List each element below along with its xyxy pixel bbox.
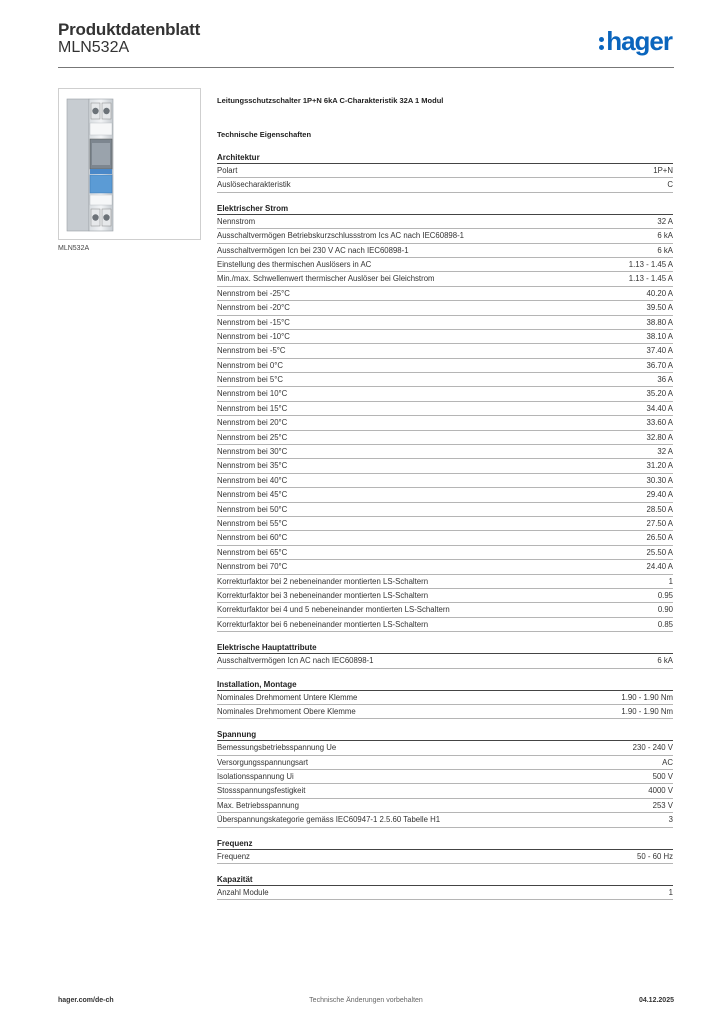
spec-value: 0.85 xyxy=(657,619,673,629)
technical-properties-heading: Technische Eigenschaften xyxy=(217,130,312,139)
spec-value: 32.80 A xyxy=(646,432,673,442)
spec-label: Korrekturfaktor bei 6 nebeneinander montierten LS-Schaltern xyxy=(217,619,429,629)
spec-section xyxy=(217,729,673,827)
spec-label: Ausschaltvermögen Icn bei 230 V AC nach IEC60898-1 xyxy=(217,245,409,255)
spec-value: 36.70 A xyxy=(646,360,673,370)
section-title: Elektrischer Strom xyxy=(217,203,673,215)
spec-row xyxy=(217,316,673,330)
spec-sections xyxy=(217,152,673,900)
spec-section xyxy=(217,203,673,632)
spec-row xyxy=(217,589,673,603)
spec-value: 0.90 xyxy=(657,605,673,615)
spec-value: 35.20 A xyxy=(646,389,673,399)
spec-value: AC xyxy=(662,757,673,767)
spec-label: Polart xyxy=(217,166,238,175)
product-reference: MLN532A xyxy=(58,39,130,56)
spec-label: Max. Betriebsspannung xyxy=(217,800,299,810)
spec-value: 1 xyxy=(668,888,673,898)
spec-value: 28.50 A xyxy=(646,504,673,514)
spec-label: Korrekturfaktor bei 2 nebeneinander montierten LS-Schaltern xyxy=(217,576,429,586)
spec-row xyxy=(217,503,673,517)
spec-row xyxy=(217,387,673,401)
spec-value: 1P+N xyxy=(653,166,673,175)
spec-section xyxy=(217,152,673,193)
spec-value: 31.20 A xyxy=(646,461,673,471)
footer-notice: Technische Änderungen vorbehalten xyxy=(309,997,423,1004)
spec-label: Nennstrom bei 50°C xyxy=(217,504,288,514)
spec-label: Nennstrom bei -15°C xyxy=(217,317,290,327)
spec-value: 34.40 A xyxy=(646,403,673,413)
spec-value: 253 V xyxy=(652,800,673,810)
spec-section xyxy=(217,642,673,668)
section-title: Architektur xyxy=(217,152,673,164)
spec-value: 27.50 A xyxy=(646,518,673,528)
spec-row xyxy=(217,164,673,178)
spec-value: 4000 V xyxy=(648,786,673,796)
spec-row xyxy=(217,330,673,344)
spec-value: 37.40 A xyxy=(646,346,673,356)
section-title: Elektrische Hauptattribute xyxy=(217,642,673,654)
spec-row xyxy=(217,359,673,373)
spec-row xyxy=(217,546,673,560)
spec-row xyxy=(217,459,673,473)
spec-value: 38.80 A xyxy=(646,317,673,327)
specification-content xyxy=(217,96,673,910)
spec-row xyxy=(217,431,673,445)
section-title: Installation, Montage xyxy=(217,679,673,691)
section-title: Spannung xyxy=(217,729,673,741)
spec-value: 0.95 xyxy=(657,590,673,600)
spec-value: 25.50 A xyxy=(646,547,673,557)
spec-row xyxy=(217,531,673,545)
product-image xyxy=(58,88,201,240)
spec-row xyxy=(217,488,673,502)
spec-value: 1 xyxy=(668,576,673,586)
spec-value: 32 A xyxy=(657,447,673,457)
spec-label: Nennstrom bei 25°C xyxy=(217,432,288,442)
spec-value: 1.13 - 1.45 A xyxy=(628,274,673,284)
logo-text: hager xyxy=(606,26,672,56)
spec-row xyxy=(217,474,673,488)
spec-row xyxy=(217,654,673,668)
spec-row xyxy=(217,244,673,258)
spec-label: Nennstrom bei 10°C xyxy=(217,389,288,399)
spec-row xyxy=(217,813,673,827)
spec-row xyxy=(217,301,673,315)
spec-label: Nennstrom bei 60°C xyxy=(217,533,288,543)
spec-row xyxy=(217,770,673,784)
spec-label: Nennstrom bei 55°C xyxy=(217,518,288,528)
hager-logo xyxy=(599,27,672,55)
spec-label: Einstellung des thermischen Auslösers in AC xyxy=(217,259,372,269)
spec-row xyxy=(217,741,673,755)
spec-row xyxy=(217,691,673,705)
spec-label: Nennstrom bei 5°C xyxy=(217,375,283,385)
footer-website-link[interactable]: hager.com/de-ch xyxy=(58,997,114,1004)
spec-row xyxy=(217,416,673,430)
spec-row xyxy=(217,258,673,272)
spec-label: Isolationsspannung Ui xyxy=(217,772,294,782)
spec-value: 6 kA xyxy=(657,245,673,255)
section-title: Kapazität xyxy=(217,874,673,886)
spec-label: Nennstrom bei 0°C xyxy=(217,360,283,370)
spec-row xyxy=(217,344,673,358)
document-title: Produktdatenblatt xyxy=(58,20,201,39)
page-header xyxy=(58,20,674,70)
spec-label: Nennstrom bei -5°C xyxy=(217,346,286,356)
spec-value: 38.10 A xyxy=(646,331,673,341)
spec-label: Nennstrom bei -25°C xyxy=(217,288,290,298)
spec-value: 230 - 240 V xyxy=(632,743,673,753)
spec-label: Nennstrom bei 35°C xyxy=(217,461,288,471)
spec-row xyxy=(217,575,673,589)
spec-value: 50 - 60 Hz xyxy=(637,851,673,861)
spec-label: Bemessungsbetriebsspannung Ue xyxy=(217,743,337,753)
spec-label: Nennstrom bei -10°C xyxy=(217,331,290,341)
spec-label: Korrekturfaktor bei 3 nebeneinander montierten LS-Schaltern xyxy=(217,590,429,600)
spec-label: Nennstrom bei 40°C xyxy=(217,475,288,485)
spec-value: 29.40 A xyxy=(646,490,673,500)
spec-row xyxy=(217,886,673,900)
spec-value: 40.20 A xyxy=(646,288,673,298)
spec-label: Min./max. Schwellenwert thermischer Auslöser bei Gleichstrom xyxy=(217,274,435,284)
spec-value: 6 kA xyxy=(657,656,673,666)
spec-label: Nennstrom bei 45°C xyxy=(217,490,288,500)
spec-label: Nominales Drehmoment Obere Klemme xyxy=(217,706,356,716)
spec-value: 33.60 A xyxy=(646,418,673,428)
spec-label: Nennstrom bei 20°C xyxy=(217,418,288,428)
spec-row xyxy=(217,229,673,243)
spec-row xyxy=(217,445,673,459)
spec-label: Korrekturfaktor bei 4 und 5 nebeneinander montierten LS-Schaltern xyxy=(217,605,450,615)
header-divider xyxy=(58,67,674,68)
spec-value: 1.90 - 1.90 Nm xyxy=(621,692,673,702)
spec-value: 500 V xyxy=(652,772,673,782)
spec-row xyxy=(217,850,673,864)
spec-value: 30.30 A xyxy=(646,475,673,485)
spec-value: 32 A xyxy=(657,216,673,226)
spec-label: Nennstrom bei 30°C xyxy=(217,447,288,457)
spec-label: Stossspannungsfestigkeit xyxy=(217,786,306,796)
spec-label: Frequenz xyxy=(217,851,250,861)
spec-label: Nennstrom bei 65°C xyxy=(217,547,288,557)
spec-row xyxy=(217,799,673,813)
spec-row xyxy=(217,287,673,301)
spec-row xyxy=(217,402,673,416)
spec-row xyxy=(217,373,673,387)
spec-label: Anzahl Module xyxy=(217,888,269,898)
spec-row xyxy=(217,618,673,632)
spec-row xyxy=(217,784,673,798)
spec-section xyxy=(217,679,673,720)
spec-label: Nennstrom bei 70°C xyxy=(217,562,288,572)
spec-label: Ausschaltvermögen Betriebskurzschlussstrom Ics AC nach IEC60898-1 xyxy=(217,231,465,241)
footer-date: 04.12.2025 xyxy=(638,997,674,1004)
spec-label: Ausschaltvermögen Icn AC nach IEC60898-1 xyxy=(217,656,374,666)
spec-row xyxy=(217,705,673,719)
spec-row xyxy=(217,517,673,531)
spec-row xyxy=(217,272,673,286)
spec-section xyxy=(217,874,673,900)
spec-value: 24.40 A xyxy=(646,562,673,572)
spec-label: Nennstrom bei 15°C xyxy=(217,403,288,413)
section-title: Frequenz xyxy=(217,838,673,850)
spec-value: 26.50 A xyxy=(646,533,673,543)
spec-label: Nennstrom bei -20°C xyxy=(217,303,290,313)
logo-dots-icon xyxy=(599,37,604,50)
spec-label: Überspannungskategorie gemäss IEC60947-1 2.5.60 Tabelle H1 xyxy=(217,815,441,825)
spec-value: 36 A xyxy=(657,375,673,385)
spec-row xyxy=(217,756,673,770)
spec-row xyxy=(217,178,673,192)
spec-label: Auslösecharakteristik xyxy=(217,180,291,190)
spec-label: Nominales Drehmoment Untere Klemme xyxy=(217,692,358,702)
spec-section xyxy=(217,838,673,864)
spec-label: Versorgungsspannungsart xyxy=(217,757,309,767)
spec-value: 1.90 - 1.90 Nm xyxy=(621,706,673,716)
spec-row xyxy=(217,560,673,574)
product-description: Leitungsschutzschalter 1P+N 6kA C-Charakteristik 32A 1 Modul xyxy=(217,96,444,105)
spec-value: 6 kA xyxy=(657,231,673,241)
spec-row xyxy=(217,215,673,229)
spec-value: 3 xyxy=(668,815,673,825)
circuit-breaker-icon xyxy=(59,89,200,239)
spec-value: 1.13 - 1.45 A xyxy=(628,259,673,269)
spec-value: C xyxy=(667,180,673,190)
product-image-caption: MLN532A xyxy=(58,245,90,252)
spec-value: 39.50 A xyxy=(646,303,673,313)
spec-label: Nennstrom xyxy=(217,216,256,226)
spec-row xyxy=(217,603,673,617)
